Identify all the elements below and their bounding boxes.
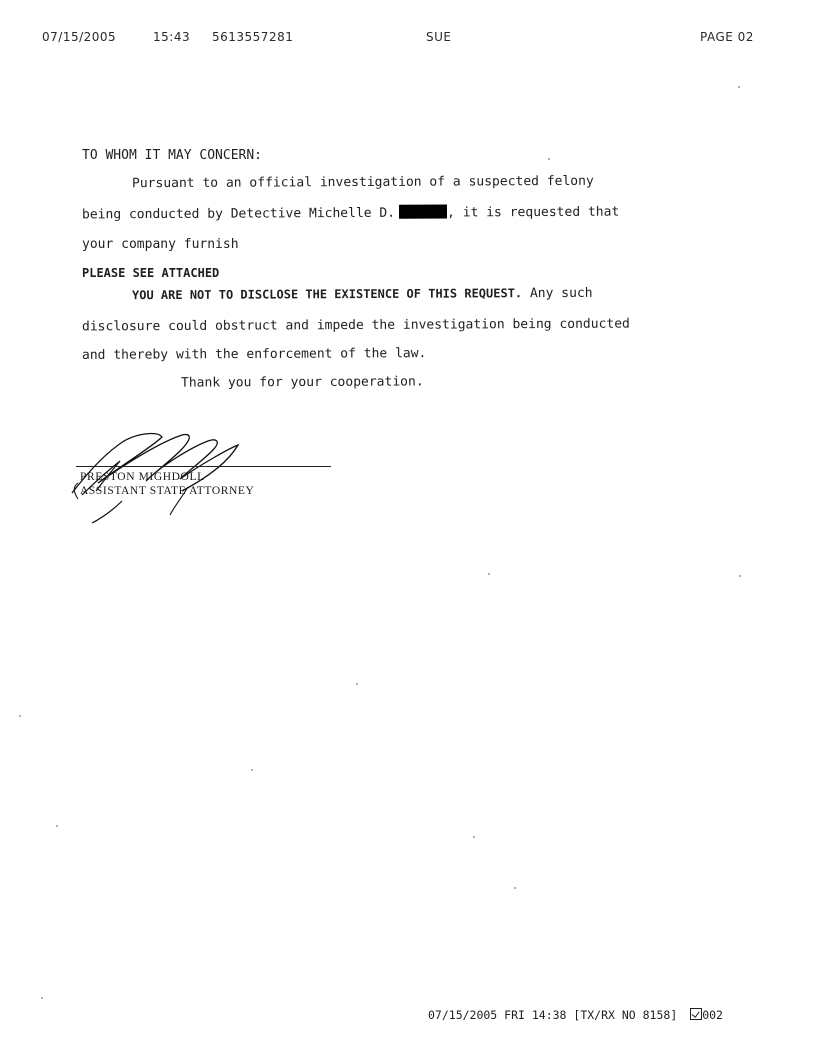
scan-speck [56, 825, 58, 827]
attached-note: PLEASE SEE ATTACHED [82, 266, 220, 280]
fax-header-date: 07/15/2005 [42, 30, 117, 44]
paragraph-1-line-2 [82, 204, 619, 223]
paragraph-1-line-2-end: , it is requested that [447, 204, 620, 221]
scan-speck [251, 769, 253, 771]
warning-line-2: disclosure could obstruct and impede the investigation being conducted [81, 316, 630, 335]
salutation: TO WHOM IT MAY CONCERN: [82, 148, 263, 163]
fax-footer-text: 07/15/2005 FRI 14:38 [TX/RX NO 8158] [428, 1008, 678, 1022]
fax-header [0, 30, 816, 50]
fax-footer-page: 002 [702, 1008, 723, 1022]
scan-speck [488, 573, 490, 575]
scan-speck [739, 575, 741, 577]
fax-header-page: PAGE 02 [700, 30, 754, 44]
scan-speck [473, 836, 475, 838]
warning-bold: YOU ARE NOT TO DISCLOSE THE EXISTENCE OF THIS REQUEST. [131, 286, 523, 303]
scan-speck [738, 86, 740, 88]
fax-header-time: 15:43 [153, 30, 191, 44]
fax-header-phone: 5613557281 [212, 30, 294, 44]
fax-footer [428, 1008, 723, 1022]
redaction-block [399, 204, 447, 218]
signatory-title: ASSISTANT STATE ATTORNEY [80, 485, 255, 497]
closing: Thank you for your cooperation. [180, 374, 424, 391]
paragraph-1-line-2-start: being conducted by Detective Michelle D. [81, 205, 396, 223]
fax-header-sender: SUE [426, 30, 452, 44]
warning-line-3: and thereby with the enforcement of the law. [81, 346, 427, 363]
scan-speck [514, 887, 516, 889]
warning-rest: Any such [529, 285, 593, 302]
signatory-name: PRESTON MIGHDOLL [80, 471, 205, 483]
paragraph-1-line-1: Pursuant to an official investigation of a suspected felony [131, 173, 594, 192]
signature-line [76, 466, 331, 467]
scan-speck [19, 715, 21, 717]
scan-speck [41, 997, 43, 999]
fax-checkmark-icon [690, 1008, 702, 1020]
scan-speck [548, 158, 550, 160]
paragraph-1-line-3: your company furnish [82, 237, 239, 252]
signature-block [62, 425, 342, 525]
scan-speck [356, 683, 358, 685]
warning-line-1 [132, 286, 593, 303]
